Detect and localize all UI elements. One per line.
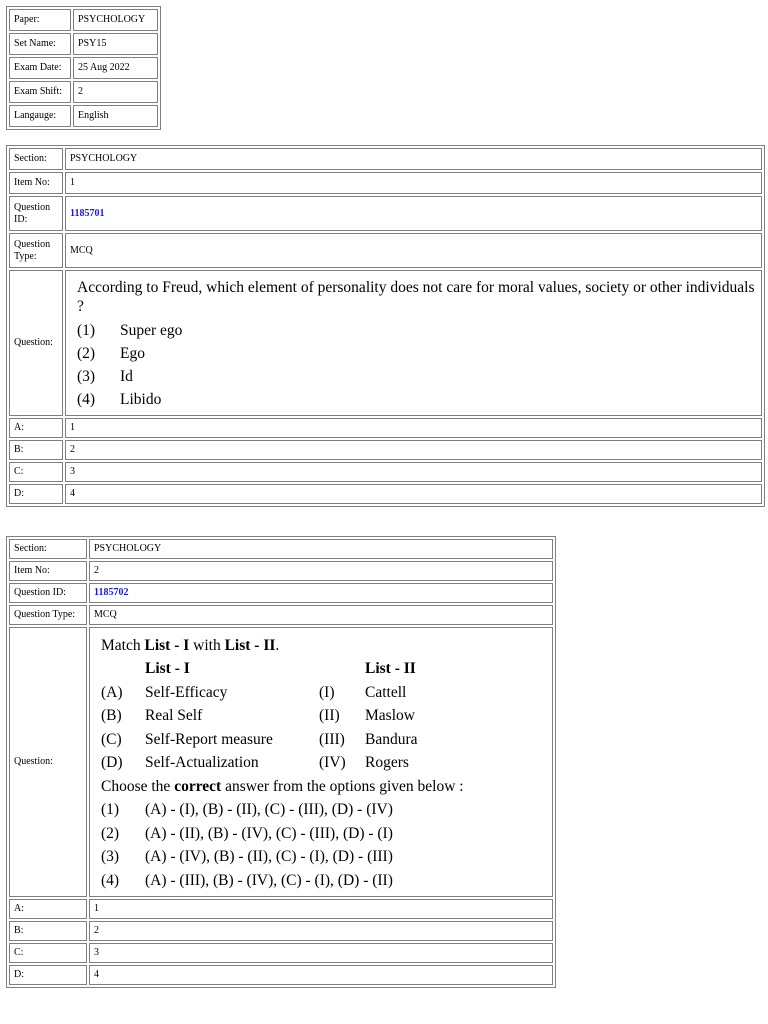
list-2-item: Cattell (365, 683, 407, 701)
option-row (101, 798, 546, 822)
section-label: Section: (9, 539, 87, 559)
question-label: Question: (9, 270, 63, 416)
option-number: (4) (77, 390, 96, 408)
question-id-value: 1185702 (89, 583, 553, 603)
answer-b-label: B: (9, 921, 87, 941)
question-content (89, 627, 553, 897)
option-row (77, 342, 755, 365)
option-text: (A) - (I), (B) - (II), (C) - (III), (D) - (IV) (145, 801, 393, 818)
option-number: (4) (101, 871, 120, 889)
answer-c-value: 3 (65, 462, 762, 482)
option-number: (2) (77, 344, 96, 362)
answer-a-label: A: (9, 418, 63, 438)
list-1-key: (B) (101, 707, 122, 724)
question-content (65, 270, 762, 416)
choose-pre: Choose the (101, 777, 175, 795)
option-text: (A) - (II), (B) - (IV), (C) - (III), (D) - (I) (145, 824, 393, 842)
option-number: (2) (101, 824, 120, 842)
list-headers (101, 657, 546, 681)
answer-d-value: 4 (65, 484, 762, 504)
list-1-key: (A) (101, 683, 123, 701)
list-1-heading: List - I (145, 660, 190, 677)
list-1-item: Self-Actualization (145, 754, 259, 771)
option-row (77, 319, 755, 342)
item-no-label: Item No: (9, 561, 87, 581)
answer-a-label: A: (9, 899, 87, 919)
section-value: PSYCHOLOGY (89, 539, 553, 559)
title-pre: Match (101, 637, 145, 654)
list-2-heading: List - II (365, 660, 416, 677)
exam-shift-value: 2 (73, 81, 158, 103)
option-row (101, 869, 546, 893)
answer-d-value: 4 (89, 965, 553, 985)
question-id-value: 1185701 (65, 196, 762, 231)
question-type-label: Question Type: (9, 605, 87, 625)
question-label: Question: (9, 627, 87, 897)
exam-info-table (6, 6, 161, 130)
set-name-label: Set Name: (9, 33, 71, 55)
option-row (77, 388, 755, 411)
item-no-label: Item No: (9, 172, 63, 194)
option-text: Id (120, 367, 133, 385)
option-row (101, 845, 546, 869)
question-title (101, 634, 546, 657)
answer-c-value: 3 (89, 943, 553, 963)
list-2-key: (I) (319, 683, 335, 701)
title-list1: List - I (144, 637, 190, 654)
option-row (101, 822, 546, 846)
match-row (101, 751, 546, 775)
answer-d-label: D: (9, 484, 63, 504)
exam-date-label: Exam Date: (9, 57, 71, 79)
answer-a-value: 1 (65, 418, 762, 438)
list-1-item: Self-Efficacy (145, 683, 228, 701)
option-text: (A) - (III), (B) - (IV), (C) - (I), (D) - (II) (145, 871, 393, 889)
list-1-key: (D) (101, 754, 123, 771)
question-id-label: Question ID: (9, 196, 63, 231)
list-2-key: (II) (319, 707, 340, 724)
option-row (77, 365, 755, 388)
choose-bold: correct (174, 777, 222, 795)
answer-b-value: 2 (65, 440, 762, 460)
option-text: Super ego (120, 321, 183, 339)
list-2-key: (IV) (319, 754, 346, 771)
list-1-key: (C) (101, 730, 122, 748)
answer-a-value: 1 (89, 899, 553, 919)
answer-b-value: 2 (89, 921, 553, 941)
answer-c-label: C: (9, 943, 87, 963)
answer-b-label: B: (9, 440, 63, 460)
language-value: English (73, 105, 158, 127)
question-1-table (6, 145, 765, 507)
item-no-value: 2 (89, 561, 553, 581)
option-number: (3) (77, 367, 96, 385)
match-row (101, 704, 546, 728)
option-text: Ego (120, 344, 145, 362)
answer-d-label: D: (9, 965, 87, 985)
option-number: (1) (77, 321, 96, 339)
list-1-item: Self-Report measure (145, 730, 273, 748)
item-no-value: 1 (65, 172, 762, 194)
exam-shift-label: Exam Shift: (9, 81, 71, 103)
language-label: Langauge: (9, 105, 71, 127)
option-number: (3) (101, 848, 120, 865)
choose-end: answer from the options given below : (221, 777, 464, 795)
question-id-label: Question ID: (9, 583, 87, 603)
set-name-value: PSY15 (73, 33, 158, 55)
match-row (101, 681, 546, 705)
section-label: Section: (9, 148, 63, 170)
list-2-key: (III) (319, 730, 345, 748)
title-mid: with (189, 637, 225, 654)
question-type-label: Question Type: (9, 233, 63, 268)
question-text: According to Freud, which element of personality does not care for moral values, society or other individuals ? (77, 278, 755, 315)
match-row (101, 728, 546, 752)
list-2-item: Rogers (365, 754, 409, 771)
list-2-item: Bandura (365, 730, 418, 748)
choose-instruction (101, 775, 546, 799)
paper-label: Paper: (9, 9, 71, 31)
question-type-value: MCQ (65, 233, 762, 268)
option-text: Libido (120, 390, 162, 408)
option-text: (A) - (IV), (B) - (II), (C) - (I), (D) - (III) (145, 848, 393, 865)
option-number: (1) (101, 801, 120, 818)
title-list2: List - II (224, 637, 276, 654)
answer-c-label: C: (9, 462, 63, 482)
list-1-item: Real Self (145, 707, 203, 724)
question-type-value: MCQ (89, 605, 553, 625)
paper-value: PSYCHOLOGY (73, 9, 158, 31)
exam-date-value: 25 Aug 2022 (73, 57, 158, 79)
title-end: . (275, 637, 280, 654)
question-2-table (6, 536, 556, 988)
section-value: PSYCHOLOGY (65, 148, 762, 170)
list-2-item: Maslow (365, 707, 415, 724)
